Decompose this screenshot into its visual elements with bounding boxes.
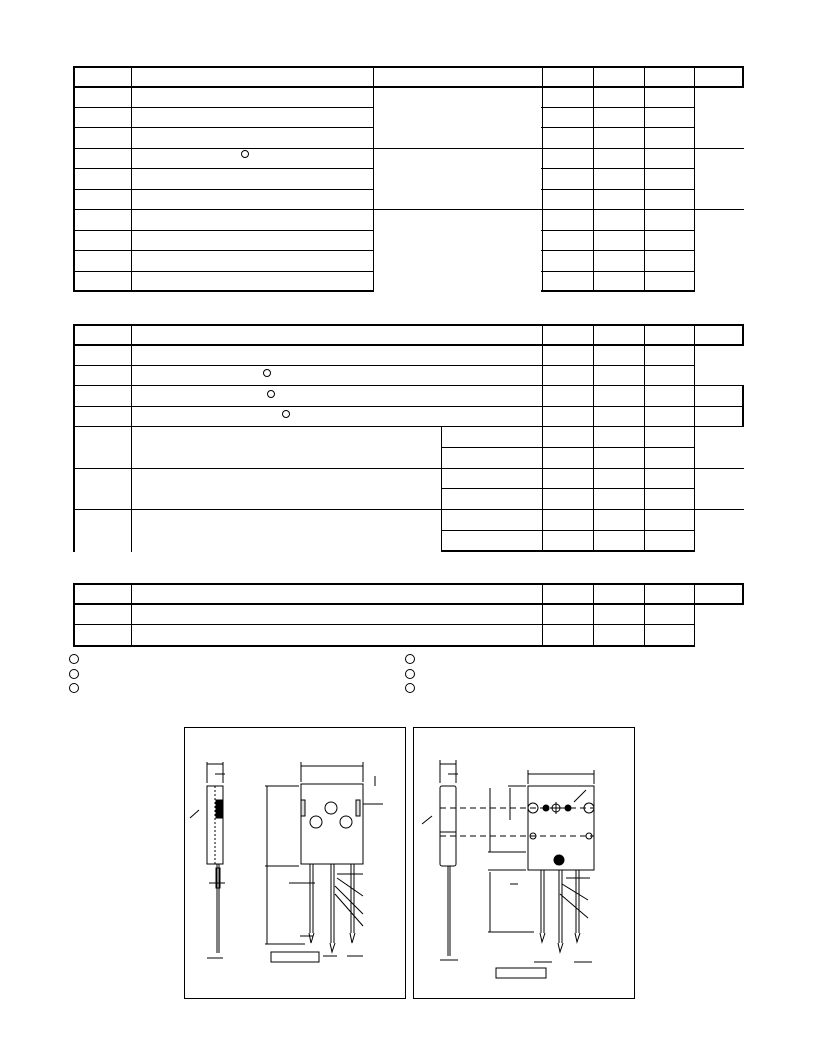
footnote-marker <box>69 669 79 679</box>
electrical-characteristics-table <box>73 583 744 647</box>
footnote-marker <box>282 410 290 418</box>
footnote-marker <box>69 683 79 693</box>
package-outline-drawing <box>185 728 407 1000</box>
thermal-characteristics-table <box>73 324 744 552</box>
footnote-marker <box>69 654 79 664</box>
footnote-marker <box>405 683 415 693</box>
footnote-marker <box>263 369 271 377</box>
footnote-marker <box>267 390 275 398</box>
footnote-marker <box>405 669 415 679</box>
package-diagram-right <box>413 727 635 999</box>
footnote-marker <box>405 654 415 664</box>
package-outline-drawing <box>414 728 636 1000</box>
footnote-marker <box>241 150 249 158</box>
maximum-ratings-table <box>73 66 744 292</box>
package-diagram-left <box>184 727 406 999</box>
